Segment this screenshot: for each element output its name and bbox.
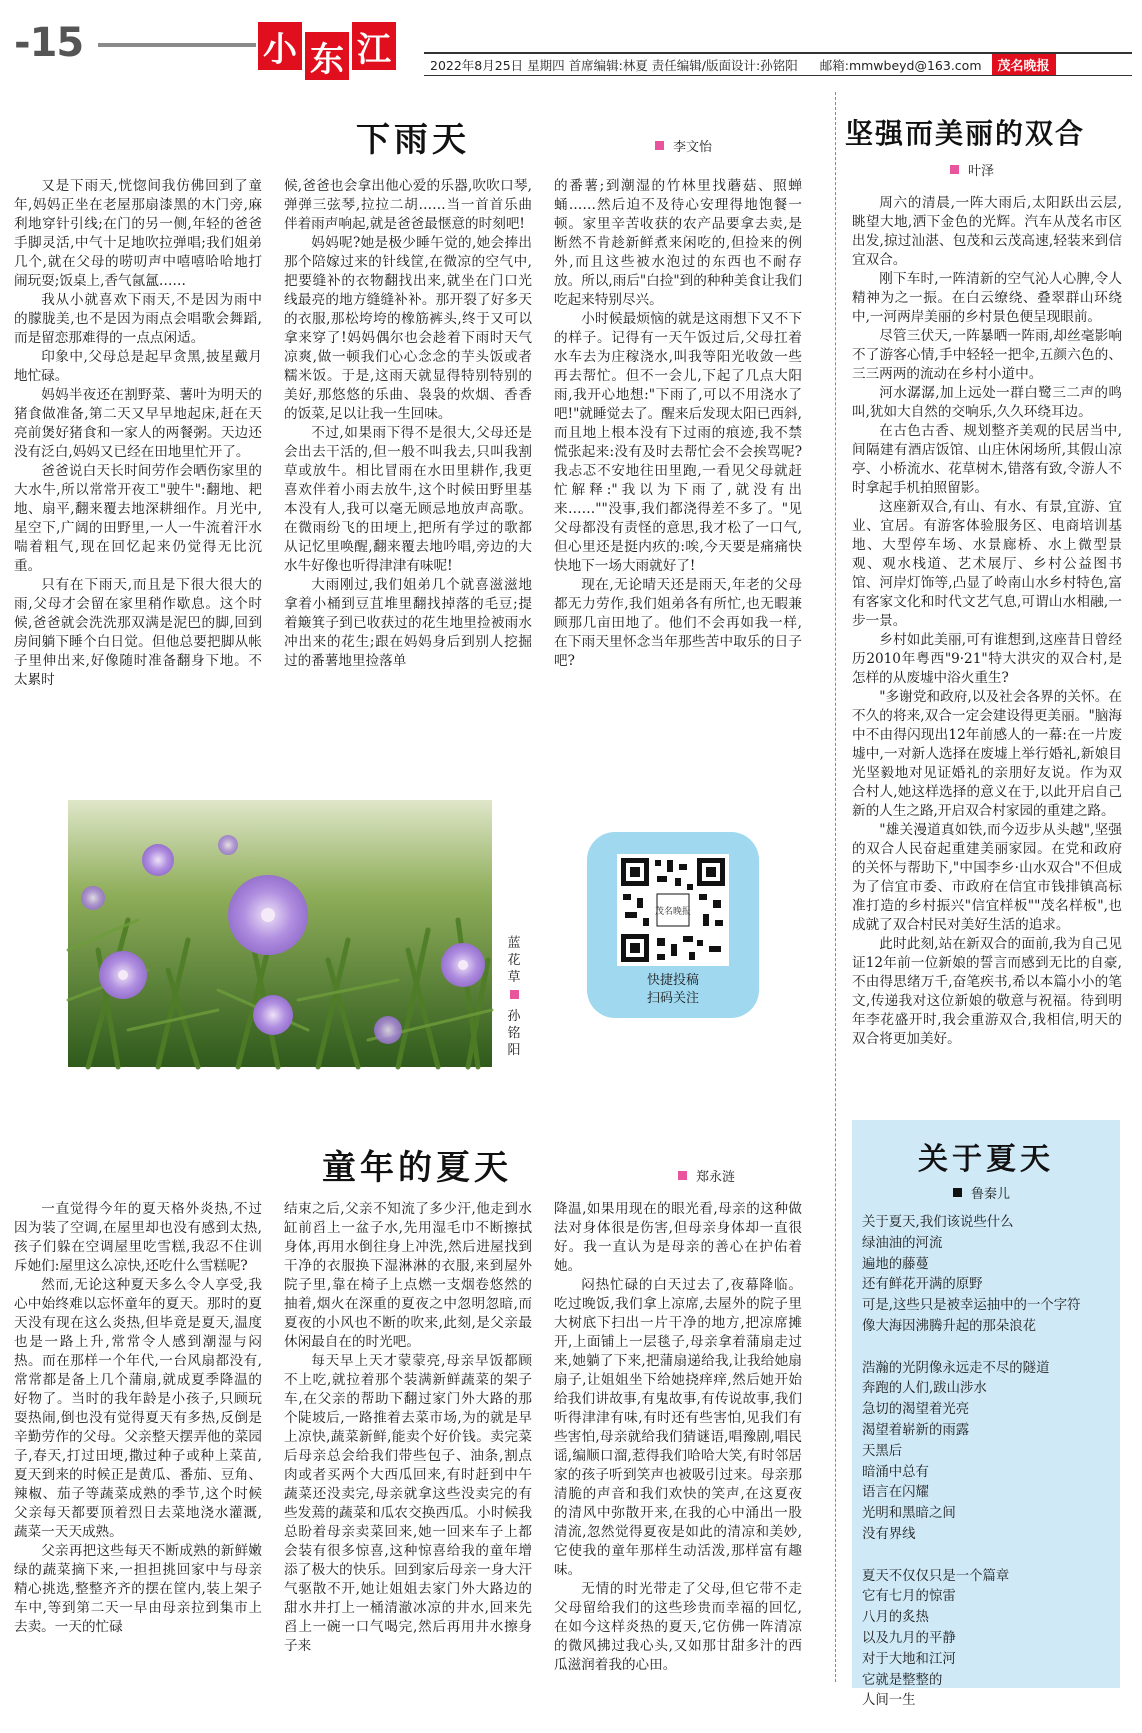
column-divider	[835, 92, 836, 1682]
caption-title: 蓝花草	[507, 936, 521, 985]
contact-email[interactable]: 邮箱:mmwbeyd@163.com	[819, 57, 982, 73]
poem-line: 像大海因沸腾升起的那朵浪花	[862, 1318, 1037, 1334]
qr-caption	[647, 972, 699, 1008]
poem-line: 八月的炙热	[862, 1610, 929, 1626]
poem-line: 关于夏天,我们该说些什么	[862, 1215, 1014, 1230]
qr-code-icon	[617, 854, 729, 966]
paragraph: 小时候最烦恼的就是这雨想下又不下的样子。记得有一天午饭过后,父母扛着水车去为庄稼浇水,叫我等阳光收敛一些再去帮忙。但不一会儿,下起了几点大阳雨,我开心地想:"下雨了,可以不用浇水了吧!"就睡觉去了。醒来后发现太阳已西斜,而且地上根本没有下过雨的痕迹,我不禁慌张起来:没有及时去帮忙会不会挨骂呢?我忐忑不安地往田里跑,一看见父母就赶忙解释:"我以为下雨了,就没有出来……""没事,我们都浇得差不多了。"见父母都没有责怪的意思,我才松了一口气,但心里还是挺内疚的:唉,今天要是痛痛快快地下一场大雨就好了!	[554, 311, 802, 574]
paragraph: 无情的时光带走了父母,但它带不走父母留给我们的这些珍贵而幸福的回忆,在如今这样炎热的夏天,它仿佛一阵清凉的微风拂过我心头,又如那甘甜多汁的西瓜滋润着我的心田。	[554, 1581, 802, 1673]
poem-line: 以及九月的平静	[862, 1630, 956, 1646]
paragraph: 乡村如此美丽,可有谁想到,这座昔日曾经历2010年粤西"9·21"特大洪灾的双合村,是怎样的从废墟中浴火重生?	[852, 632, 1122, 686]
paragraph: 闷热忙碌的白天过去了,夜幕降临。吃过晚饭,我们拿上凉席,去屋外的院子里大树底下扫出一片干净的地方,把凉席摊开,上面铺上一层毯子,母亲拿着蒲扇走过来,她躺了下来,把蒲扇递给我,让我给她扇扇子,让姐姐坐下给她挠痒痒,然后她开始给我们讲故事,有鬼故事,有传说故事,我们听得津津有味,有时还有些害怕,见我们有些害怕,母亲就给我们猜谜语,唱豫剧,唱民谣,编顺口溜,惹得我们哈哈大笑,有时邻居家的孩子听到笑声也被吸引过来。母亲那清脆的声音和我们欢快的笑声,在这夏夜的清风中弥散开来,在我的心中涌出一股清流,忽然觉得夏夜是如此的清凉和美妙,它使我的童年那样生动活泼,那样富有趣味。	[554, 1277, 802, 1578]
paragraph: 降温,如果用现在的眼光看,母亲的这种做法对身体很是伤害,但母亲身体却一直很好。我一直认为是母亲的善心在护佑着她。	[554, 1201, 802, 1274]
qr-line: 快捷投稿	[646, 973, 699, 988]
poem-line: 它就是整整的	[862, 1672, 943, 1688]
paragraph: 妈妈半夜还在割野菜、薯叶为明天的猪食做准备,第二天又早早地起床,赶在天亮前煲好猪食和一家人的两餐粥。天边还没有泛白,妈妈又已经在田地里忙开了。	[14, 387, 262, 460]
poem-line: 对于大地和江河	[862, 1651, 956, 1667]
author-name: 鲁秦儿	[971, 1187, 1011, 1202]
poem-line: 浩瀚的光阴像永远走不尽的隧道	[862, 1360, 1050, 1376]
paragraph: "雄关漫道真如铁,而今迈步从头越",坚强的双合人民奋起重建美丽家园。在党和政府的关怀与帮助下,"中国李乡·山水双合"不但成为了信宜市委、市政府在信宜市钱排镇高标准打造的乡村振兴"信宜样板""茂名样板",也成就了双合村民对美好生活的追求。	[852, 822, 1122, 933]
poem-line: 遍地的藤蔓	[862, 1256, 929, 1272]
bullet-square	[953, 1188, 962, 1197]
poem-line: 夏天不仅仅只是一个篇章	[862, 1568, 1010, 1584]
article-column	[852, 194, 1122, 1049]
bullet-square	[510, 990, 519, 999]
paragraph: 又是下雨天,恍惚间我仿佛回到了童年,妈妈正坐在老屋那扇漆黑的木门旁,麻利地穿针引线;在门的另一侧,年轻的爸爸手脚灵活,中气十足地吹拉弹唱;我们姐弟几个,就在父母的唠叨声中嘻嘻哈哈地打闹玩耍;饭桌上,香气氤氲……	[14, 178, 262, 289]
bullet-square	[678, 1171, 687, 1180]
qr-line: 扫码关注	[646, 991, 699, 1006]
page-number: -15	[14, 20, 84, 66]
section-char: 东	[305, 32, 349, 80]
poem-line: 可是,这些只是被幸运抽中的一个字符	[862, 1298, 1081, 1314]
poem-line: 绿油油的河流	[862, 1235, 943, 1251]
paragraph: 现在,无论晴天还是雨天,年老的父母都无力劳作,我们姐弟各有所忙,也无暇兼顾那几亩田地了。他们不会再如我一样,在下雨天里怀念当年那些苦中取乐的日子吧?	[554, 577, 802, 669]
poem-line: 天黑后	[862, 1443, 903, 1459]
paragraph: 每天早上天才蒙蒙亮,母亲早饭都顾不上吃,就拉着那个装满新鲜蔬菜的架子车,在父亲的帮助下翻过家门外大路的那个陡坡后,一路推着去菜市场,为的就是早上凉快,蔬菜新鲜,能卖个好价钱。卖完菜后母亲总会给我们带些包子、油条,割点肉或者买两个大西瓜回来,有时赶到中午蔬菜还没卖完,母亲就拿这些没卖完的有些发蔫的蔬菜和瓜农交换西瓜。小时候我总盼着母亲卖菜回来,她一回来车子上都会装有很多惊喜,这种惊喜给我的童年增添了极大的快乐。回到家后母亲一身大汗气驱散不开,她让姐姐去家门外大路边的甜水井打上一桶清澈冰凉的井水,回来先舀上一碗一口气喝完,然后再用井水擦身子来	[284, 1353, 532, 1654]
article-column	[284, 1200, 532, 1656]
paragraph: 一直觉得今年的夏天格外炎热,不过因为装了空调,在屋里却也没有感到太热,孩子们躲在空调屋里吃雪糕,我忍不住训斥她们:屋里这么凉快,还吃什么雪糕呢?	[14, 1201, 262, 1274]
bullet-square	[950, 165, 959, 174]
byline	[678, 1166, 735, 1185]
poem-line: 还有鲜花开满的原野	[862, 1277, 983, 1293]
poem-body	[862, 1213, 1112, 1733]
author-name: 郑永涟	[696, 1170, 736, 1185]
poem-line: 它有七月的惊雷	[862, 1589, 956, 1605]
author-name: 叶泽	[968, 164, 995, 179]
paragraph: 河水潺潺,加上远处一群白鹭三二声的鸣叫,犹如大自然的交响乐,久久环绕耳边。	[852, 385, 1122, 420]
ruellia-flowers-image	[68, 800, 492, 1067]
paragraph: 周六的清晨,一阵大雨后,太阳跃出云层,眺望大地,洒下金色的光辉。汽车从茂名市区出发,掠过汕湛、包茂和云茂高速,轻装来到信宜双合。	[852, 195, 1122, 268]
submission-qr-card[interactable]	[587, 832, 759, 1018]
flower-photo	[68, 800, 492, 1067]
paragraph: 印象中,父母总是起早贪黑,披星戴月地忙碌。	[14, 349, 262, 384]
header-rule	[98, 43, 256, 47]
paragraph: 的番薯;到潮湿的竹林里找蘑菇、照蝉蛹……然后迫不及待心安理得地饱餐一顿。家里辛苦收获的农产品要拿去卖,是断然不肯趁新鲜煮来闲吃的,但捡来的例外,而且这些被水泡过的东西也不耐存放。所以,雨后"白捡"到的种种美食让我们吃起来特别尽兴。	[554, 178, 802, 308]
paragraph: 结束之后,父亲不知流了多少汗,他走到水缸前舀上一盆子水,先用湿毛巾不断擦拭身体,再用水倒往身上冲洗,然后进屋找到干净的衣服换下湿淋淋的衣服,来到屋外院子里,靠在椅子上点燃一支烟卷悠然的抽着,烟火在深重的夏夜之中忽明忽暗,而夏夜的小风也不断的吹来,此刻,是父亲最休闲最自在的时光吧。	[284, 1201, 532, 1350]
qr-center-label: 茂名晚报	[654, 907, 692, 917]
paragraph: 只有在下雨天,而且是下很大很大的雨,父母才会留在家里稍作歇息。这个时候,爸爸就会洗洗那双满是泥巴的脚,回到房间躺下睡个白日觉。但他总要把脚从帐子里伸出来,好像随时准备翻身下地。不太累时	[14, 577, 262, 688]
qr-code[interactable]	[617, 854, 729, 966]
poem-line: 奔跑的人们,跋山涉水	[862, 1381, 987, 1397]
article-title: 坚强而美丽的双合	[845, 117, 1086, 150]
paragraph: 然而,无论这种夏天多么令人享受,我心中始终难以忘怀童年的夏天。那时的夏天没有现在这么炎热,但毕竟是夏天,温度也是一路上升,常常令人感到潮湿与闷热。而在那样一个年代,一台风扇都没有,常常都是备上几个蒲扇,就成夏季降温的好物了。当时的我年龄是小孩子,只顾玩耍热闹,倒也没有觉得夏天有多热,反倒是辛勤劳作的父母。父亲整天摆弄他的菜园子,春天,打过田埂,撒过种子或种上菜苗,夏天到来的时候正是黄瓜、番茄、豆角、辣椒、茄子等蔬菜成熟的季节,这个时候父亲每天都要顶着烈日去菜地浇水灌溉,蔬菜一天天成熟。	[14, 1277, 262, 1540]
article-column	[14, 1200, 262, 1637]
poem-stanza	[862, 1213, 1112, 1338]
paragraph: 此时此刻,站在新双合的面前,我为自己见证12年前一位新娘的誓言而感到无比的自豪,不由得思绪万千,奋笔疾书,希以本篇小小的笔文,传递我对这位新娘的敬意与祝福。待到明年李花盛开时,我会重游双合,我相信,明天的双合将更加美好。	[852, 936, 1122, 1047]
paragraph: 候,爸爸也会拿出他心爱的乐器,吹吹口琴,弹弹三弦琴,拉拉二胡……当一首首乐曲伴着雨声响起,就是爸爸最惬意的时刻吧!	[284, 178, 532, 232]
paragraph: 爸爸说白天长时间劳作会晒伤家里的大水牛,所以常常开夜工"驶牛":翻地、耙地、扇平,翻来覆去地深耕细作。月光中,星空下,广阔的田野里,一人一牛流着汗水喘着粗气,现在回忆起来仍觉得无比沉重。	[14, 463, 262, 574]
section-char: 江	[352, 22, 396, 70]
article-column	[284, 177, 532, 671]
poem-line: 人间一生	[862, 1693, 916, 1709]
poem-line: 光明和黑暗之间	[862, 1506, 956, 1522]
byline	[953, 1183, 1010, 1202]
byline	[950, 160, 994, 179]
poem-line: 暗涌中总有	[862, 1464, 929, 1480]
bullet-square	[655, 141, 664, 150]
byline	[655, 136, 712, 155]
poem-line: 急切的渴望着光亮	[862, 1402, 970, 1418]
paragraph: 尽管三伏天,一阵暴晒一阵雨,却丝毫影响不了游客心情,手中轻轻一把伞,五颜六色的、三三两两的流动在乡村小道中。	[852, 328, 1122, 382]
article-title: 下雨天	[356, 120, 470, 160]
photo-caption	[504, 935, 524, 1059]
newspaper-logo: 茂名晚报	[992, 54, 1056, 75]
paragraph: 我从小就喜欢下雨天,不是因为雨中的朦胧美,也不是因为雨点会唱歌会舞蹈,而是留恋那难得的一点点闲适。	[14, 292, 262, 346]
author-name: 李文怡	[673, 140, 713, 155]
paragraph: 在古色古香、规划整齐美观的民居当中,间隔建有酒店饭馆、山庄休闲场所,其假山凉亭、小桥流水、花草树木,错落有致,令游人不时拿起手机拍照留影。	[852, 423, 1122, 496]
poem-line: 语言在闪耀	[862, 1485, 929, 1501]
poem-title: 关于夏天	[918, 1142, 1054, 1177]
caption-author: 孙铭阳	[507, 1009, 521, 1058]
article-column	[554, 177, 802, 671]
paragraph: 妈妈呢?她是极少睡午觉的,她会捧出那个陪嫁过来的针线筐,在微凉的空气中,把要缝补的衣物翻找出来,就坐在门口光线最亮的地方缝缝补补。那开裂了好多天的衣服,那松垮垮的橡筋裤头,终于又可以拿来穿了!妈妈偶尔也会趁着下雨时天气凉爽,做一顿我们心心念念的芋头饭或者糯米饭。于是,这雨天就显得特别特别的美好,那悠悠的乐曲、袅袅的炊烟、香香的饭菜,足以让我一生回味。	[284, 235, 532, 422]
article-title: 童年的夏天	[322, 1148, 512, 1188]
poem-stanza	[862, 1567, 1112, 1713]
section-name	[258, 22, 399, 80]
paragraph: 父亲再把这些每天不断成熟的新鲜嫩绿的蔬菜摘下来,一担担挑回家中与母亲精心挑选,整整齐齐的摆在筐内,装上架子车中,等到第二天一早由母亲拉到集市上去卖。一天的忙碌	[14, 1543, 262, 1635]
paragraph: 这座新双合,有山、有水、有景,宜游、宜业、宜居。有游客体验服务区、电商培训基地、大型停车场、水景廊桥、水上微型景观、观水栈道、艺术展厅、乡村公益图书馆、河岸灯饰等,凸显了岭南山水乡村特色,富有客家文化和时代文艺气息,可谓山水相融,一步一景。	[852, 499, 1122, 629]
article-column	[14, 177, 262, 690]
paragraph: 不过,如果雨下得不是很大,父母还是会出去干活的,但一般不叫我去,只叫我割草或放牛。相比冒雨在水田里耕作,我更喜欢伴着小雨去放牛,这个时候田野里基本没有人,我可以毫无顾忌地放声高歌。在微雨纷飞的田埂上,把所有学过的歌都从记忆里唤醒,翻来覆去地吟唱,旁边的大水牛好像也听得津津有味呢!	[284, 425, 532, 574]
article-column	[554, 1200, 802, 1675]
paragraph: "多谢党和政府,以及社会各界的关怀。在不久的将来,双合一定会建设得更美丽。"脑海中不由得闪现出12年前感人的一幕:在一片废墟中,一对新人选择在废墟上举行婚礼,新娘目光坚毅地对见证婚礼的亲朋好友说。作为双合村人,她这样选择的意义在于,以此开启自己新的人生之路,开启双合村家园的重建之路。	[852, 689, 1122, 819]
poem-line: 没有界线	[862, 1526, 916, 1542]
paragraph: 刚下车时,一阵清新的空气沁人心脾,令人精神为之一振。在白云缭绕、叠翠群山环绕中,一河两岸美丽的乡村景色便呈现眼前。	[852, 271, 1122, 325]
issue-meta: 2022年8月25日 星期四 首席编辑:林夏 责任编辑/版面设计:孙铭阳	[430, 57, 798, 73]
section-char: 小	[258, 22, 302, 70]
poem-line: 渴望着崭新的雨露	[862, 1422, 970, 1438]
poem-stanza	[862, 1359, 1112, 1546]
header-bar	[424, 52, 1132, 76]
paragraph: 大雨刚过,我们姐弟几个就喜滋滋地拿着小桶到豆苴堆里翻找掉落的毛豆;提着簸箕子到已收获过的花生地里捡被雨水冲出来的花生;跟在妈妈身后到别人挖掘过的番薯地里捡落单	[284, 577, 532, 669]
